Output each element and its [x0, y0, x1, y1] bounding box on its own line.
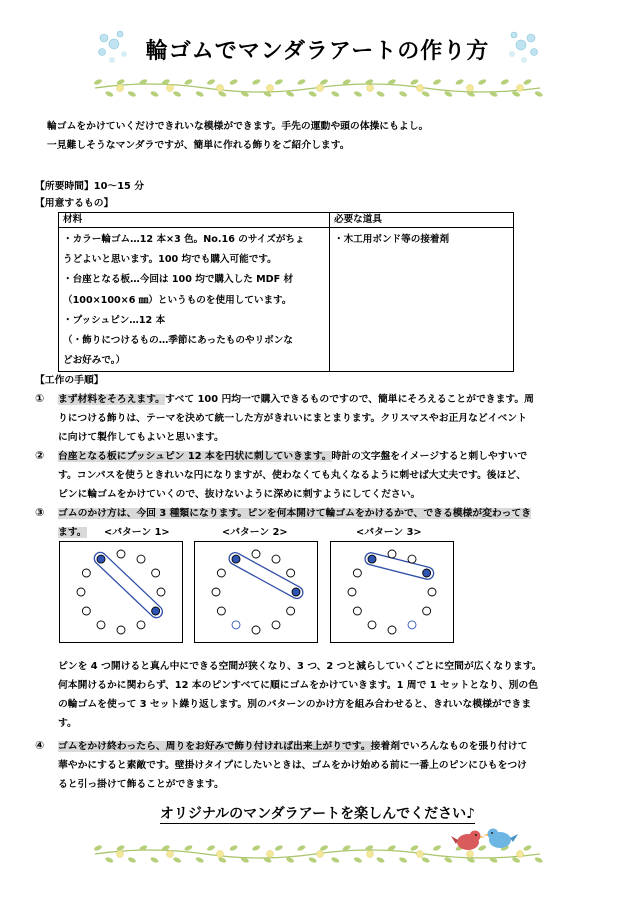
pin-icon: [152, 607, 160, 615]
step-highlight: 台座となる板にプッシュピン 12 本を円状に刺していきます。: [58, 451, 332, 462]
leaf-icon: [308, 90, 317, 98]
pin-icon: [353, 569, 361, 577]
flower-icon: [417, 85, 424, 92]
leaf-icon: [93, 78, 102, 86]
leaf-icon: [251, 844, 260, 852]
leaf-icon: [455, 78, 464, 86]
leaf-icon: [398, 856, 407, 864]
step-2-line-1: [58, 447, 527, 466]
time-label: [35, 178, 144, 192]
top-vine-decoration: [90, 72, 545, 102]
step-3-line-1: [58, 504, 531, 523]
step-4-line-3: [58, 775, 224, 794]
leaf-icon: [523, 78, 532, 86]
pin-icon: [423, 569, 431, 577]
time-value: 10～15 分: [93, 181, 145, 192]
flower-icon: [217, 851, 224, 858]
pattern-text-line-3: の輪ゴムを使って 3 セット繰り返します。別のパターンのかけ方を組み合わせると、きれいな模様ができま: [58, 699, 532, 710]
pin-icon: [423, 607, 431, 615]
step-highlight: ゴムをかけ終わったら、周りをお好みで飾り付ければ出来上がりです。: [58, 741, 371, 752]
materials-line: どお好みで。）: [63, 355, 126, 367]
step-2-line-3: [58, 485, 420, 504]
leaf-icon: [398, 90, 407, 98]
leaf-icon: [376, 856, 385, 864]
page-title: 輪ゴムでマンダラアートの作り方: [145, 39, 490, 64]
pin-icon: [137, 555, 145, 563]
pin-icon: [152, 569, 160, 577]
flower-icon: [417, 851, 424, 858]
leaf-icon: [229, 844, 238, 852]
pin-icon: [82, 569, 90, 577]
pin-icon: [252, 626, 260, 634]
materials-line: ・プッシュピン…12 本: [63, 314, 166, 326]
step-4-line-1: [58, 737, 527, 756]
pin-icon: [388, 550, 396, 558]
leaf-icon: [523, 844, 532, 852]
red-bird-icon: [451, 831, 485, 851]
flower-icon: [267, 851, 274, 858]
pin-icon: [97, 621, 105, 629]
materials-line: （100×100×6 ㎜）というものを使用しています。: [63, 294, 292, 306]
step-highlight: ます。: [58, 527, 87, 538]
step-text: 時計の文字盤をイメージすると刺しやすいで: [331, 451, 528, 462]
flower-icon: [317, 851, 324, 858]
pattern-text-line-2: 何本開けるかに関わらず、12 本のピンすべてに順にゴムをかけていきます。1 周で 1 セットとなり、別の色: [58, 680, 539, 691]
leaf-icon: [172, 856, 181, 864]
pin-icon: [368, 621, 376, 629]
leaf-icon: [150, 90, 159, 98]
pin-icon: [117, 626, 125, 634]
leaf-icon: [229, 78, 238, 86]
materials-cell: [59, 228, 330, 372]
flower-icon: [317, 85, 324, 92]
leaf-icon: [206, 78, 215, 86]
leaf-icon: [534, 90, 543, 98]
blue-bird-icon: [483, 829, 518, 849]
leaf-icon: [184, 78, 193, 86]
leaf-icon: [105, 856, 114, 864]
materials-table: [58, 212, 514, 372]
step-text: す。コンパスを使うときれいな円になりますが、使わなくても丸くなるように刺せば大丈夫です。後ほど、: [58, 470, 526, 481]
materials-column-header: 材料: [59, 213, 330, 228]
pin-icon: [157, 588, 165, 596]
leaf-icon: [308, 856, 317, 864]
step-number: ②: [35, 449, 45, 462]
materials-line: ・カラー輪ゴム…12 本×3 色。No.16 のサイズがちょ: [63, 234, 305, 245]
steps-heading: 【工作の手順】: [35, 375, 104, 386]
pin-icon: [252, 550, 260, 558]
pin-icon: [408, 621, 416, 629]
materials-heading: 【用意するもの】: [35, 198, 114, 209]
pin-icon: [408, 555, 416, 563]
step-text: すべて 100 円均一で購入できるものですので、簡単にそろえることができます。周: [164, 394, 534, 405]
intro-line-2: 一見難しそうなマンダラですが、簡単に作れる飾りをご紹介します。: [47, 140, 350, 151]
pin-icon: [428, 588, 436, 596]
leaf-icon: [105, 90, 114, 98]
step-highlight: まず材料をそろえます。: [58, 394, 165, 405]
step-number: ④: [35, 739, 45, 752]
pattern-2-label: <パターン 2>: [222, 527, 288, 538]
pin-icon: [232, 555, 240, 563]
materials-line: うどよいと思います。100 均でも購入可能です。: [63, 254, 277, 266]
pattern-1-diagram: [59, 541, 183, 643]
flower-icon: [117, 851, 124, 858]
birds-decoration: [450, 822, 520, 856]
leaf-icon: [410, 844, 419, 852]
pin-icon: [117, 550, 125, 558]
step-4-line-2: [58, 756, 527, 775]
tools-column-header: 必要な道具: [330, 213, 514, 228]
flower-icon: [367, 85, 374, 92]
pattern-1-label: <パターン 1>: [104, 527, 170, 538]
step-1-line-3: [58, 428, 224, 447]
leaf-icon: [195, 90, 204, 98]
leaf-icon: [127, 856, 136, 864]
step-text: ると引っ掛けて飾ることができます。: [58, 779, 224, 790]
leaf-icon: [150, 856, 159, 864]
leaf-icon: [93, 844, 102, 852]
leaf-icon: [274, 844, 283, 852]
pattern-3-diagram: [330, 541, 454, 643]
flower-icon: [167, 851, 174, 858]
step-1-line-1: [58, 390, 534, 409]
pin-icon: [97, 555, 105, 563]
pin-icon: [137, 621, 145, 629]
leaf-icon: [410, 78, 419, 86]
materials-line: ・台座となる板…今回は 100 均で購入した MDF 材: [63, 274, 294, 286]
pin-icon: [287, 569, 295, 577]
pin-icon: [353, 607, 361, 615]
leaf-icon: [195, 856, 204, 864]
leaf-icon: [353, 90, 362, 98]
leaf-icon: [297, 78, 306, 86]
pin-icon: [348, 588, 356, 596]
leaf-icon: [477, 78, 486, 86]
pattern-3-label: <パターン 3>: [356, 527, 422, 538]
time-heading: 【所要時間】: [35, 181, 94, 192]
leaf-icon: [353, 856, 362, 864]
tools-line: ・木工用ボンド等の接着剤: [334, 234, 450, 245]
leaf-icon: [376, 90, 385, 98]
leaf-icon: [331, 856, 340, 864]
flower-icon: [467, 85, 474, 92]
pin-icon: [77, 588, 85, 596]
step-text: ピンに輪ゴムをかけていくので、抜けないように深めに刺すようにしてください。: [58, 489, 421, 500]
leaf-icon: [251, 78, 260, 86]
leaf-icon: [421, 856, 430, 864]
leaf-icon: [184, 844, 193, 852]
step-2-line-2: [58, 466, 526, 485]
flower-icon: [517, 85, 524, 92]
pin-icon: [287, 607, 295, 615]
pin-icon: [212, 588, 220, 596]
pin-icon: [292, 588, 300, 596]
pattern-text-line-4: す。: [58, 718, 77, 729]
leaf-icon: [421, 90, 430, 98]
pin-icon: [388, 626, 396, 634]
pin-icon: [217, 607, 225, 615]
closing-message: [0, 803, 635, 823]
leaf-icon: [127, 90, 136, 98]
leaf-icon: [297, 844, 306, 852]
flower-icon: [217, 85, 224, 92]
step-number: ③: [35, 506, 45, 519]
pin-icon: [272, 621, 280, 629]
leaf-icon: [534, 856, 543, 864]
pin-icon: [217, 569, 225, 577]
materials-line: （・飾りにつけるもの…季節にあったものやリボンな: [63, 335, 293, 347]
step-text: 接着剤でいろんなものを張り付けて: [370, 741, 528, 752]
intro-line-1: 輪ゴムをかけていくだけできれいな模様ができます。手先の運動や頭の体操にもよし。: [47, 121, 429, 132]
step-text: に向けて製作してもよいと思います。: [58, 432, 224, 443]
flower-icon: [117, 85, 124, 92]
pin-icon: [82, 607, 90, 615]
leaf-icon: [432, 844, 441, 852]
pattern-text-line-1: ピンを 4 つ開けると真ん中にできる空間が狭くなり、3 つ、2 つと減らしていくごとに空間が広くなります。: [58, 661, 542, 672]
step-3-line-2: [58, 523, 87, 542]
pin-icon: [368, 555, 376, 563]
leaf-icon: [331, 90, 340, 98]
step-highlight: ゴムのかけ方は、今回 3 種類になります。ピンを何本開けて輪ゴムをかけるかで、できる模様が変わってき: [58, 508, 532, 519]
step-1-line-2: [58, 409, 527, 428]
flower-icon: [167, 85, 174, 92]
tools-cell: [330, 228, 514, 372]
step-text: 華やかにすると素敵です。壁掛けタイプにしたいときは、ゴムをかけ始める前に一番上のピンにひもをつけ: [58, 760, 527, 771]
leaf-icon: [432, 78, 441, 86]
leaf-icon: [500, 78, 509, 86]
pin-icon: [272, 555, 280, 563]
leaf-icon: [172, 90, 181, 98]
step-text: りにつける飾りは、テーマを決めて統一した方がきれいにまとまります。クリスマスやお正月などイベント: [58, 413, 527, 424]
flower-icon: [267, 85, 274, 92]
leaf-icon: [206, 844, 215, 852]
closing-text: オリジナルのマンダラアートを楽しんでください♪: [159, 806, 476, 822]
pin-icon: [232, 621, 240, 629]
step-number: ①: [35, 392, 45, 405]
flower-icon: [367, 851, 374, 858]
pattern-2-diagram: [194, 541, 318, 643]
leaf-icon: [274, 78, 283, 86]
